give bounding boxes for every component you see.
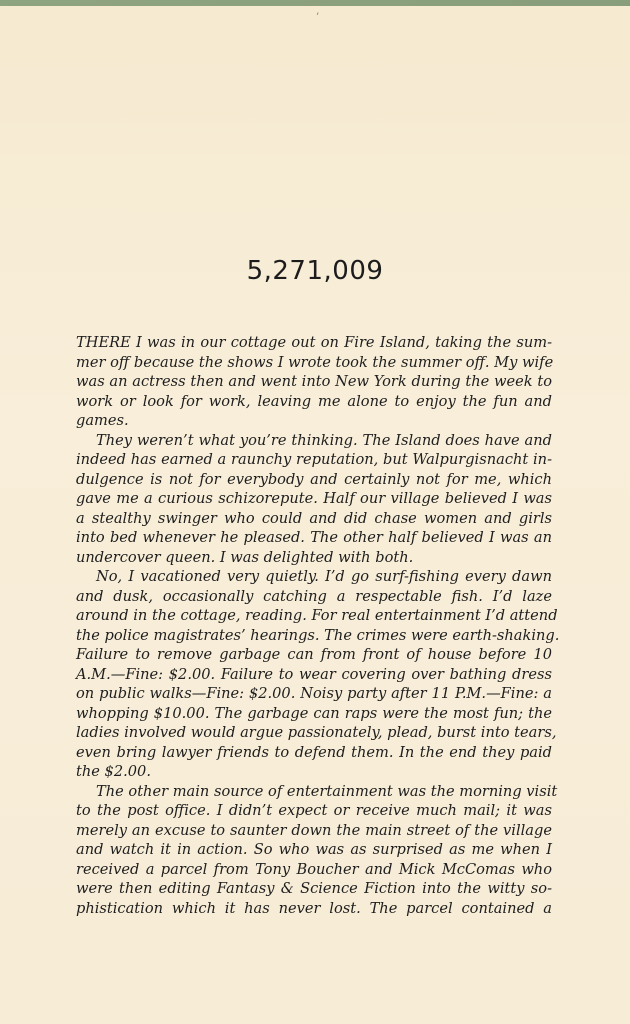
text-line: into bed whenever he pleased. The other half believed I was an xyxy=(76,529,552,546)
paragraph-4 xyxy=(76,782,558,919)
text-line: the police magistrates’ hearings. The crimes were earth-shaking. xyxy=(76,626,560,644)
text-line: to the post office. I didn’t expect or receive much mail; it was xyxy=(76,802,552,819)
text-line: were then editing Fantasy & Science Fiction into the witty so- xyxy=(76,880,552,897)
text-line: mer off because the shows I wrote took the summer off. My wife xyxy=(76,353,554,371)
text-line: The other main source of entertainment was the morning visit xyxy=(96,782,558,800)
text-line: around in the cottage, reading. For real entertainment I’d attend xyxy=(76,607,558,624)
text-line: whopping $10.00. The garbage can raps were the most fun; the xyxy=(76,704,552,722)
paragraph-3 xyxy=(76,567,560,782)
paragraph-2 xyxy=(76,431,552,568)
text-line: gave me a curious schizorepute. Half our village believed I was xyxy=(76,490,552,507)
text-line: games. xyxy=(76,412,129,429)
page-top-mark: ’ xyxy=(316,12,320,23)
text-line: THERE I was in our cottage out on Fire Island, taking the sum- xyxy=(76,334,552,351)
text-line: work or look for work, leaving me alone to enjoy the fun and xyxy=(76,392,552,410)
text-line: and dusk, occasionally catching a respectable fish. I’d laze xyxy=(76,587,552,605)
text-line: and watch it in action. So who was as surprised as me when I xyxy=(76,841,552,858)
text-line: on public walks—Fine: $2.00. Noisy party after 11 P.M.—Fine: a xyxy=(76,685,552,702)
text-line: was an actress then and went into New York during the week to xyxy=(76,373,552,390)
text-line: even bring lawyer friends to defend them. In the end they paid xyxy=(76,743,552,761)
paragraph-1 xyxy=(76,333,552,431)
text-line: phistication which it has never lost. The parcel contained a xyxy=(76,899,552,917)
text-line: No, I vacationed very quietly. I’d go surf-fishing every dawn xyxy=(96,568,552,585)
text-line: received a parcel from Tony Boucher and Mick McComas who xyxy=(76,860,552,878)
text-line: merely an excuse to saunter down the main street of the village xyxy=(76,821,552,839)
chapter-title: 5,271,009 xyxy=(246,256,384,286)
page-top-edge xyxy=(0,0,630,6)
text-line: the $2.00. xyxy=(76,763,151,780)
text-line: A.M.—Fine: $2.00. Failure to wear covering over bathing dress xyxy=(76,665,552,683)
text-line: They weren’t what you’re thinking. The Island does have and xyxy=(96,431,552,449)
text-line: dulgence is not for everybody and certainly not for me, which xyxy=(76,470,552,488)
text-line: a stealthy swinger who could and did chase women and girls xyxy=(76,509,552,527)
text-line: undercover queen. I was delighted with both. xyxy=(76,548,414,566)
text-line: ladies involved would argue passionately, plead, burst into tears, xyxy=(76,724,557,741)
text-line: Failure to remove garbage can from front of house before 10 xyxy=(76,646,552,663)
text-line: indeed has earned a raunchy reputation, but Walpurgisnacht in- xyxy=(76,451,552,468)
body-text xyxy=(76,333,560,918)
